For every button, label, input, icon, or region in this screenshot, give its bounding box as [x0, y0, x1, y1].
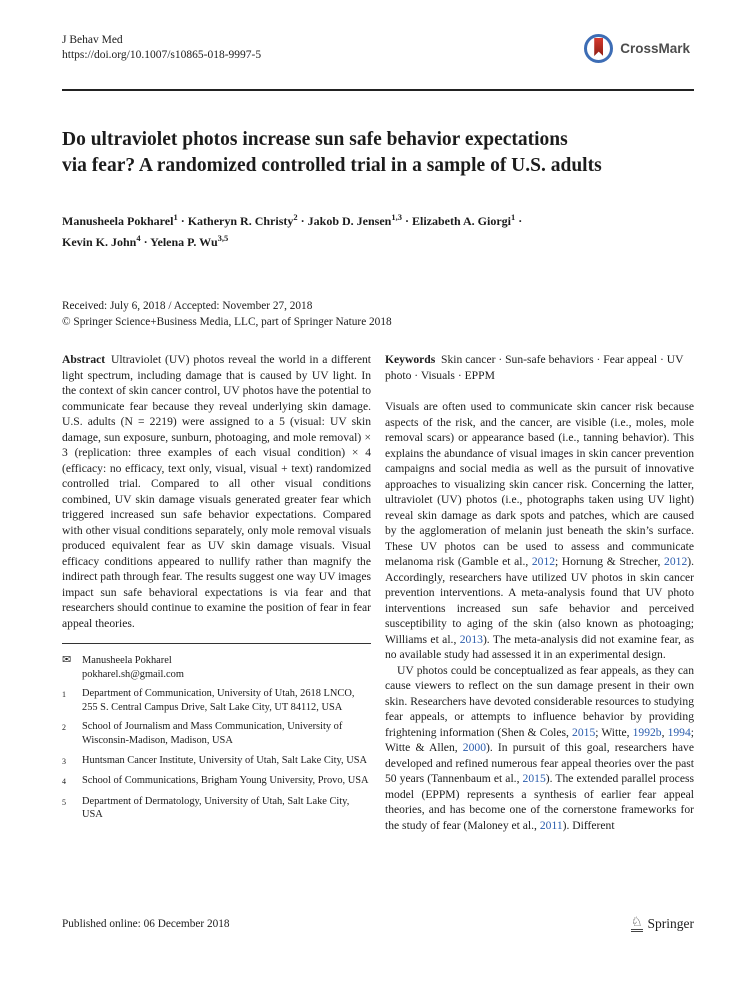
body-text-segment: ,	[661, 725, 668, 739]
springer-logo	[631, 915, 694, 932]
affiliation-text: Huntsman Cancer Institute, University of Utah, Salt Lake City, USA	[82, 754, 368, 766]
body-text-segment: ). The meta-analysis did not examine fear, as no available study had assessed it in an experimental design.	[385, 632, 694, 661]
header-divider	[62, 89, 694, 91]
citation-link[interactable]: 2012	[664, 555, 688, 568]
body-paragraph	[385, 399, 694, 663]
affiliation-text: School of Journalism and Mass Communication, University of Wisconsin-Madison, Madison, USA	[82, 721, 343, 746]
affiliation-number: 1	[62, 690, 66, 700]
affiliation-number: 5	[62, 797, 66, 807]
body-text-segment: UV photos could be conceptualized as fear appeals, as they can cause viewers to reflect on the sun damage present in their own skin. Researchers have devoted considerable resources to studying fear appeals, or attempts to influence behavior by providing frightening information (Shen & Coles,	[385, 663, 694, 739]
correspondence-block	[62, 654, 371, 681]
corresponding-email[interactable]: pokharel.sh@gmail.com	[82, 668, 184, 680]
affiliation-number: 2	[62, 723, 66, 733]
crossmark-ribbon-icon	[594, 38, 603, 56]
author-name: Kevin K. John$^4$	[62, 233, 141, 249]
body-text-segment: ). In pursuit of this goal, researchers have developed and refined numerous fear appeal theories over the past 50 years (Tannenbaum et al.,	[385, 741, 694, 785]
article-title	[62, 127, 694, 179]
affiliation-item	[62, 754, 371, 769]
copyright-line: © Springer Science+Business Media, LLC, part of Springer Nature 2018	[62, 315, 392, 328]
affiliation-text: Department of Dermatology, University of Utah, Salt Lake City, USA	[82, 795, 350, 821]
author-name: Elizabeth A. Giorgi$^1$	[411, 212, 516, 228]
body-text-segment: ; Witte,	[595, 725, 633, 739]
affiliation-text: Department of Communication, University of Utah, 2618 LNCO, 255 S. Central Campus Drive, Salt Lake City, UT 84112, USA	[82, 688, 355, 713]
keywords-paragraph	[385, 352, 694, 383]
author-name: Yelena P. Wu$^{3,5}$	[150, 233, 229, 249]
body-text-segment: Visuals are often used to communicate skin cancer risk because aspects of the risk, and the cancer, are visible (i.e., moles, mole removal scars) or appearance based (i.e., tanning behavior). This explains the abundance of visual images in skin cancer prevention campaigns and social media as well as the pursuit of innovative approaches to visualizing skin cancer risk. Concerning the latter, ultraviolet (UV) photos (i.e., photographs taken using UV light) reveal skin damage as dark spots and patches, which are caused by the agglomeration of melanin just beneath the skin’s surface. These UV photos can be used to assess and communicate melanoma risk (Gamble et al.,	[385, 400, 694, 568]
journal-info	[62, 33, 261, 63]
affiliation-item	[62, 720, 371, 747]
crossmark-icon	[584, 34, 613, 63]
citation-link[interactable]: 2012	[531, 555, 556, 568]
affiliation-item	[62, 774, 371, 789]
dates-block	[62, 299, 694, 330]
affiliation-list	[62, 687, 371, 822]
two-column-body	[62, 352, 694, 833]
affiliation-number: 4	[62, 777, 66, 787]
corresponding-author: Manusheela Pokharel	[82, 655, 172, 666]
crossmark-label: CrossMark	[620, 41, 690, 56]
journal-name: J Behav Med	[62, 34, 123, 46]
citation-link[interactable]: 2015	[522, 772, 546, 785]
body-text-segment: ). Different	[562, 818, 615, 832]
abstract-label: Abstract	[62, 353, 106, 366]
springer-label: Springer	[647, 915, 694, 931]
envelope-icon: ✉	[62, 654, 72, 666]
crossmark-badge[interactable]	[584, 34, 690, 63]
author-list: Manusheela Pokharel$^1$ · Katheryn R. Christy$^2$ · Jakob D. Jensen$^{1,3}$ · Elizabeth A. Giorgi$^1$ · Kevin K. John$^4$ · Yelena P. Wu$^{3,5}$	[62, 212, 523, 249]
keywords-label: Keywords	[385, 353, 436, 366]
citation-link[interactable]: 2015	[572, 725, 596, 739]
body-paragraph	[385, 663, 694, 834]
author-name: Katheryn R. Christy$^2$	[187, 212, 298, 228]
citation-link[interactable]: 2013	[459, 632, 483, 646]
correspondence-text	[82, 654, 184, 681]
author-name: Jakob D. Jensen$^{1,3}$	[307, 212, 402, 228]
footnotes	[62, 654, 371, 822]
body-text	[385, 399, 694, 833]
footnote-divider	[62, 643, 371, 644]
keywords-text: Skin cancer · Sun-safe behaviors · Fear appeal · UV photo · Visuals · EPPM	[385, 353, 684, 382]
citation-link[interactable]: 1994	[667, 725, 691, 739]
article-title-line1: Do ultraviolet photos increase sun safe behavior expectations	[62, 129, 568, 150]
author-name: Manusheela Pokharel$^1$	[62, 212, 178, 228]
body-text-segment: ; Witte & Allen,	[385, 725, 694, 754]
springer-knight-icon: ♘	[631, 915, 643, 932]
citation-link[interactable]: 2000	[462, 741, 486, 754]
affiliation-item	[62, 687, 371, 714]
affiliation-item	[62, 795, 371, 822]
page-header	[62, 0, 694, 63]
body-text-segment: ; Hornung & Strecher,	[555, 555, 665, 568]
abstract-text: Ultraviolet (UV) photos reveal the world in a different light spectrum, including damage that is caused by UV light. In the context of skin cancer control, UV photos have the potential to communicate fear because they reveal underlying skin damage. U.S. adults (N = 2219) were assigned to a 5 (visual: UV skin damage, sun exposure, sunburn, photoaging, and mole removal) × 3 (replication: three examples of each visual condition) × 4 (efficacy: no efficacy, text only, visual, visual + text) randomized controlled trial. Compared to all other visual conditions combined, UV skin damage visuals generated greater fear which triggered increased sun safe behavior expectations. Compared with other visual conditions separately, only mole removal visuals produced equivalent fear as UV skin damage visuals. Visual efficacy conditions appeared to nullify rather than magnify the indirect path through fear. The results suggest one way UV images impact sun safe behavioral expectations is via fear and that researchers should continue to examine the position of fear in fear appeal theories.	[62, 353, 371, 630]
citation-link[interactable]: 1992b	[632, 725, 662, 739]
page-footer	[62, 915, 694, 932]
received-accepted: Received: July 6, 2018 / Accepted: November 27, 2018	[62, 300, 313, 312]
article-title-line2: via fear? A randomized controlled trial in a sample of U.S. adults	[62, 155, 602, 176]
citation-link[interactable]: 2011	[539, 818, 563, 832]
left-column	[62, 352, 371, 833]
published-online: Published online: 06 December 2018	[62, 917, 230, 930]
affiliation-text: School of Communications, Brigham Young University, Provo, USA	[82, 775, 369, 787]
body-text-segment: ). The extended parallel process model (EPPM) represents a synthesis of earlier fear appeal theories, and has become one of the cornerstone frameworks for the study of fear (Maloney et al.,	[385, 772, 694, 832]
body-text-segment: ). Accordingly, researchers have utilized UV photos in skin cancer prevention interventions. A meta-analysis found that UV photo interventions increased sun safe behavior and perceived susceptibility to aging of the skin (also known as photoaging; Williams et al.,	[385, 555, 694, 646]
affiliation-number: 3	[62, 756, 66, 766]
right-column	[385, 352, 694, 833]
doi-text: https://doi.org/10.1007/s10865-018-9997-5	[62, 49, 262, 61]
abstract-paragraph	[62, 352, 371, 631]
